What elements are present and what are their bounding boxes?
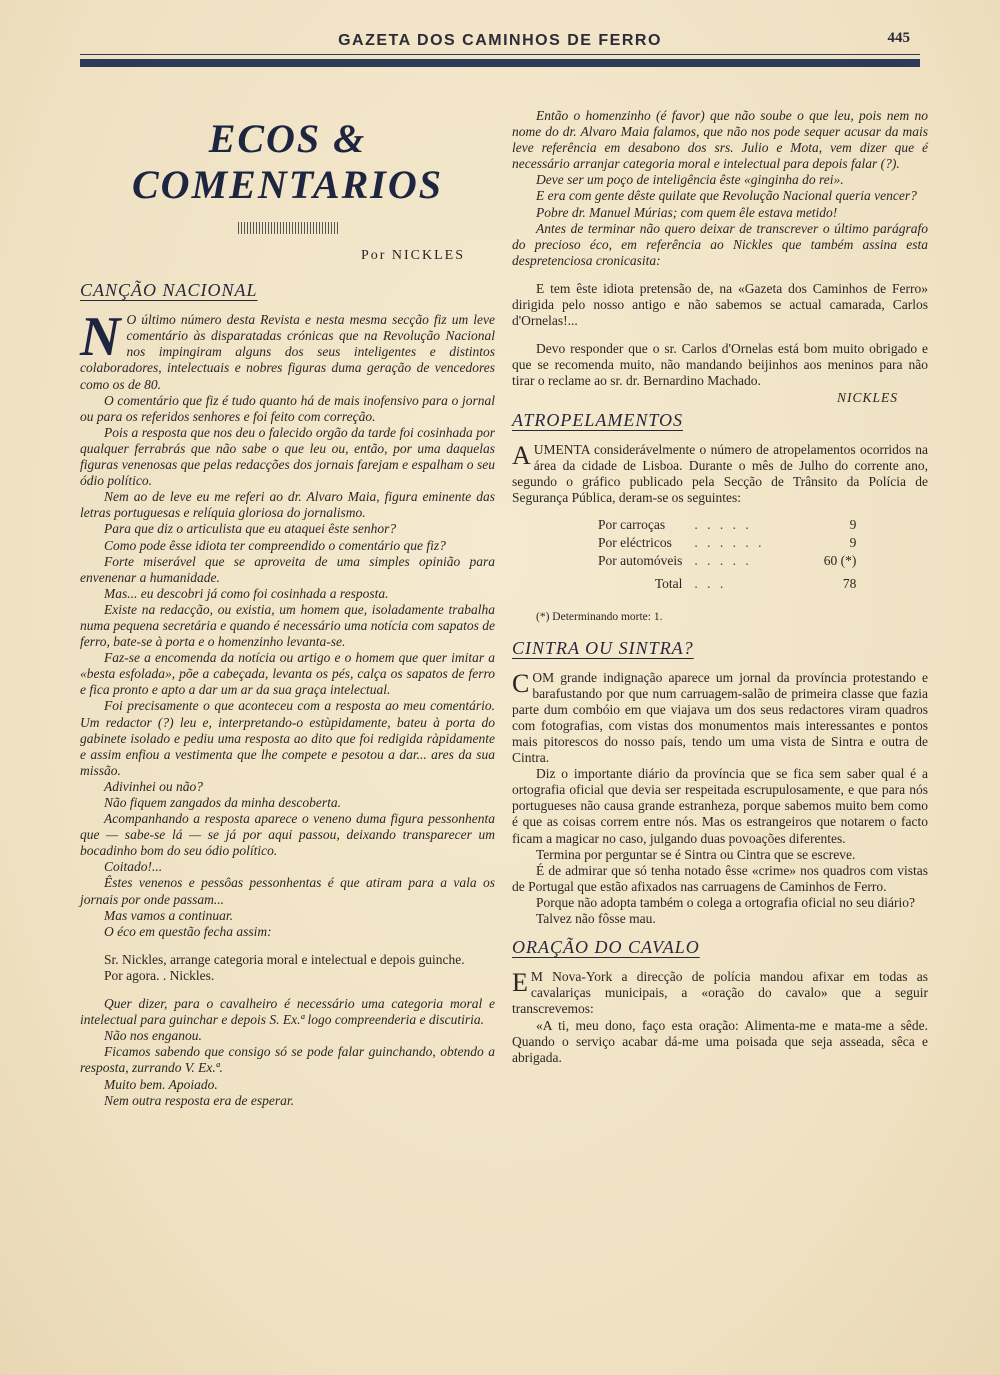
table-row-total (592, 570, 862, 593)
paragraph: Pobre dr. Manuel Múrias; com quem êle estava metido! (536, 204, 838, 220)
footnote: (*) Determinando morte: 1. (536, 611, 663, 624)
leader-dots: . . . . . (694, 553, 752, 569)
paragraph: N O último número desta Revista e nesta mesma secção fiz um leve comentário às disparatadas crónicas que na Revolução Nacional nos impingiram alguns dos seus inteligentes e distintos colaboradores, intelectuais e nobres figuras duma geração de vencedores como os de 80. (80, 306, 495, 392)
paragraph: Para que diz o articulista que eu ataquei êste senhor? (104, 521, 397, 537)
paragraph: Faz-se a encomenda da notícia ou artigo e o homem que quer imitar a «besta esfolada», põe a cabeçada, levanta os pés, calça os sapatos de ferro e fica pronto e apto a dar um ar da sua graça intelectual. (80, 650, 495, 698)
spacer (512, 927, 928, 933)
row-value: 9 (849, 535, 857, 551)
row-value: 60 (*) (823, 553, 857, 569)
initial-letter: A (512, 440, 531, 470)
paragraph: Ficamos sabendo que consigo só se pode falar guinchando, obtendo a resposta, zurrando V. Ex.ª. (80, 1044, 495, 1076)
paragraph: Adivinhei ou não? (104, 778, 203, 794)
section-title-oracao: ORAÇÃO DO CAVALO (512, 937, 700, 958)
paragraph: COM grande indignação aparece um jornal da província protestando e barafustando por que num carruagem-salão de primeira classe que fazia parte dum combóio em que viajava um dos seus redactores viram quadros com fotografias, com vistas dos monumentos mais interessantes e pontos mais pitorescos do nosso país, tendo um uma vista de Sintra e outra de Cintra. (512, 668, 928, 766)
spacer (80, 940, 495, 952)
paragraph: Quer dizer, para o cavalheiro é necessário uma categoria moral e intelectual para guinchar e depois S. Ex.ª logo compreenderia e discutiria. (80, 996, 495, 1028)
paragraph: É de admirar que só tenha notado êsse «crime» nos quadros com vistas de Portugal que estão afixados nas carruagens de Caminhos de Ferro. (512, 862, 928, 894)
leader-dots: . . . . . . (694, 535, 765, 551)
row-value: 78 (842, 576, 857, 592)
leader-dots: . . . . . (694, 517, 752, 533)
paragraph: Coitado!... (104, 859, 163, 875)
quoted-paragraph: Sr. Nickles, arrange categoria moral e intelectual e depois guinche. (104, 951, 465, 967)
leader-dots: . . . (694, 576, 727, 592)
spacer (80, 984, 495, 996)
row-label: Por eléctricos (598, 535, 672, 551)
paragraph: Nem ao de leve eu me referi ao dr. Alvaro Maia, figura eminente das letras portuguesas e relíquia gloriosa do jornalismo. (80, 489, 495, 521)
spacer (512, 269, 928, 281)
paragraph: E M Nova-York a direcção de polícia mandou afixar em todas as cavalariças municipais, a «oração do cavalo» que a seguir transcrevemos: (512, 968, 928, 1017)
row-value: 9 (849, 517, 857, 533)
accident-stats-table (592, 516, 862, 593)
table-row (592, 534, 862, 552)
drop-cap: N (80, 306, 121, 369)
row-label: Total (654, 576, 683, 592)
signature: NICKLES (836, 389, 898, 405)
row-label: Por carroças (598, 517, 666, 533)
paragraph: O comentário que fiz é tudo quanto há de mais inofensivo para o jornal ou para os referidos senhores e foi feito com correção. (80, 392, 495, 424)
paragraph: Pois a resposta que nos deu o falecido orgão da tarde foi cosinhada por qualquer ferrabrás que não sabe o que leu ou, então, por uma daquelas figuras venenosas que pelas redacções dos jornais farejam e espalham o seu ódio político. (80, 424, 495, 489)
page-number: 445 (887, 30, 910, 46)
byline: Por NICKLES (360, 248, 465, 263)
paragraph: «A ti, meu dono, faço esta oração: Alimenta-me e mata-me a sêde. Quando o serviço acabar dá-me uma poisada que seja asseada, sêca e abrigada. (512, 1017, 928, 1065)
paragraph: Forte miserável que se aproveita de uma simples opinião para envenenar a humanidade. (80, 553, 495, 585)
row-label: Por automóveis (598, 553, 683, 569)
title-ornament (238, 222, 338, 234)
initial-letter: C (512, 668, 530, 698)
paragraph: Existe na redacção, ou existia, um homem que, isoladamente trabalha numa pequena secretária e quando é necessário uma notícia com sapatos de ferro, bate-se à porta e o homenzinho levanta-se. (80, 601, 495, 650)
quoted-paragraph: Por agora. . Nickles. (104, 967, 215, 983)
paragraph: Nem outra resposta era de esperar. (104, 1092, 294, 1108)
header-rule-thin (80, 54, 920, 55)
paragraph: Então o homenzinho (é favor) que não soube o que leu, pois nem no nome do dr. Alvaro Maia falamos, que não nos pode sequer acusar da mais leve referência em desabono dos srs. Julio e Mota, vem dizer que é necessário arranjar categoria moral e intelectual para depois falar (?). (512, 108, 928, 172)
paragraph: Como pode êsse idiota ter compreendido o comentário que fiz? (104, 537, 446, 553)
paragraph: AUMENTA considerávelmente o número de atropelamentos ocorridos na área da cidade de Lisboa. Durante o mês de Julho do corrente ano, segundo o gráfico publicado pela Secção de Trânsito da Polícia de Segurança Pública, deram-se os seguintes: (512, 440, 928, 505)
left-column (80, 90, 495, 1109)
paragraph: Foi precisamente o que aconteceu com a resposta ao meu comentário. Um redactor (?) leu e, interpretando-o estùpidamente, bateu à porta do gabinete isolado e pediu uma resposta ao dito que foi redigida ràpidamente e assim enfiou a vestimenta que lhe compete e pesotou a dar... ares da sua missão. (80, 698, 495, 778)
publication-title: GAZETA DOS CAMINHOS DE FERRO (338, 32, 662, 49)
section-title-atropelamentos: ATROPELAMENTOS (512, 409, 684, 430)
spacer (512, 329, 928, 341)
section-title-cancao: CANÇÃO NACIONAL (80, 280, 258, 301)
paragraph: E era com gente dêste quilate que Revolução Nacional queria vencer? (536, 188, 917, 204)
paragraph: Deve ser um poço de inteligência êste «ginginha do rei». (536, 172, 844, 188)
paragraph: O éco em questão fecha assim: (104, 923, 272, 939)
right-column (512, 108, 928, 1066)
paragraph: Muito bem. Apoiado. (104, 1076, 218, 1092)
paragraph: Talvez não fôsse mau. (536, 911, 656, 927)
initial-letter: E (512, 968, 528, 998)
paragraph: Não nos enganou. (104, 1028, 202, 1044)
quoted-paragraph: Devo responder que o sr. Carlos d'Ornelas está bom muito obrigado e que se recomenda muito, não mandando beijinhos aos meninos para não tirar o reclame ao sr. dr. Bernardino Machado. (512, 341, 928, 389)
article-title: ECOS & COMENTARIOS (132, 116, 443, 207)
table-row (592, 552, 862, 570)
paragraph: Acompanhando a resposta aparece o veneno duma figura pessonhenta que — sabe-se lá — se já por aqui passou, deixando transparecer um bocadinho bom do seu ódio político. (80, 811, 495, 859)
paragraph: Termina por perguntar se é Sintra ou Cintra que se escreve. (536, 846, 856, 862)
quoted-paragraph: E tem êste idiota pretensão de, na «Gazeta dos Caminhos de Ferro» dirigida pelo nosso antigo e não sabemos se actual camarada, Carlos d'Ornelas!... (512, 280, 928, 329)
table-row (592, 516, 862, 534)
paragraph: Diz o importante diário da província que se fica sem saber qual é a ortografia oficial que devia ser respeitada escrupulosamente, e que para nós portugueses não causa grande estranheza, porque sabemos muito bem como é que as coisas correm entre nós. Mas os estrangeiros que notarem o facto ficam a magicar no caso, julgando duas povoações diferentes. (512, 766, 928, 846)
paragraph: Porque não adopta também o colega a ortografia oficial no seu diário? (536, 894, 915, 910)
paragraph: Antes de terminar não quero deixar de transcrever o último parágrafo do precioso éco, em referência ao Nickles que também assina esta despretenciosa cronicasita: (512, 220, 928, 268)
paragraph: Não fiquem zangados da minha descoberta. (104, 795, 341, 810)
header-rule-thick (80, 59, 920, 67)
paragraph: Mas... eu descobri já como foi cosinhada a resposta. (104, 585, 389, 601)
paragraph: Mas vamos a continuar. (104, 907, 233, 923)
paragraph: Êstes venenos e pessôas pessonhentas é que atiram para a vala os jornais por onde passam... (80, 875, 495, 907)
section-title-cintra: CINTRA OU SINTRA? (512, 637, 694, 658)
